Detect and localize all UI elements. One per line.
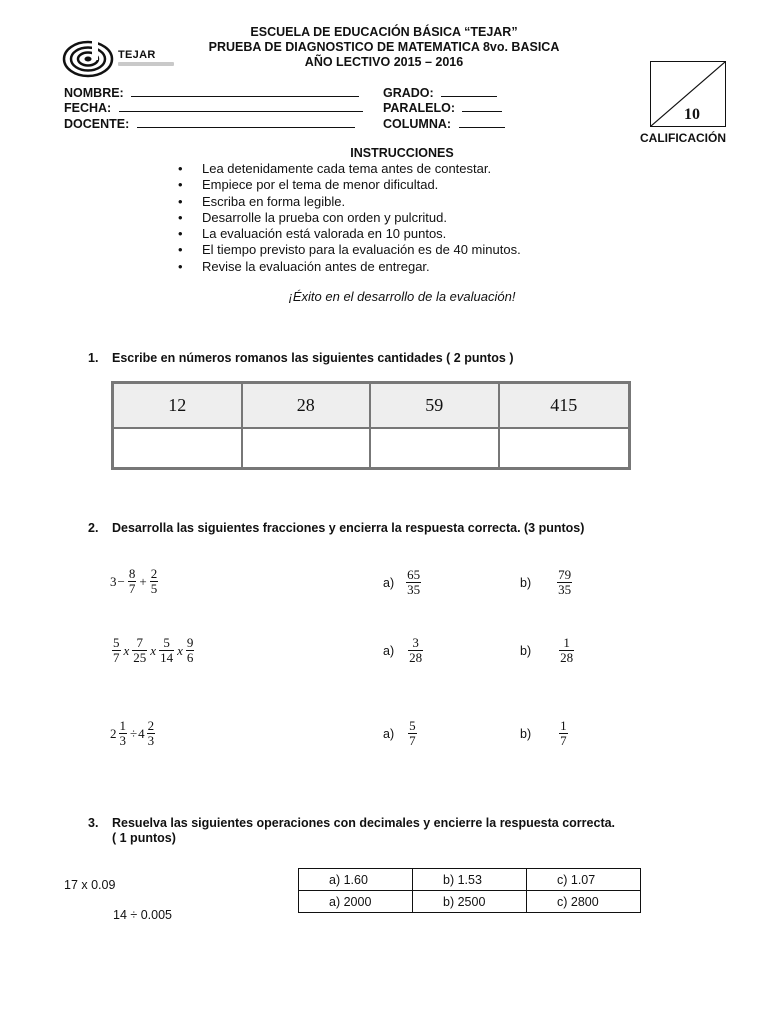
- exam-title: PRUEBA DE DIAGNOSTICO DE MATEMATICA 8vo. BASICA: [208, 40, 560, 54]
- answer-option[interactable]: c) 1.07: [527, 869, 641, 891]
- option-a[interactable]: [383, 636, 425, 665]
- school-logo: [62, 40, 182, 80]
- instruction-item: • Desarrolle la prueba con orden y pulcritud.: [176, 210, 521, 226]
- question-number: 2.: [88, 521, 99, 535]
- fraction: [112, 636, 121, 665]
- numerator: 7: [136, 635, 144, 650]
- question-text: Desarrolla las siguientes fracciones y encierra la respuesta correcta. (3 puntos): [112, 521, 585, 535]
- denominator: 25: [133, 650, 147, 665]
- option-b[interactable]: [520, 636, 576, 665]
- decimal-operation: 14 ÷ 0.005: [113, 908, 172, 922]
- fraction: [132, 636, 147, 665]
- decimal-operation: 17 x 0.09: [64, 878, 116, 892]
- section-field[interactable]: [383, 100, 502, 116]
- question-3: [88, 816, 728, 848]
- numerator: 79: [558, 567, 572, 582]
- fraction: [559, 636, 574, 665]
- numerator: 9: [186, 635, 194, 650]
- column-blank[interactable]: [459, 116, 505, 128]
- numerator: 2: [147, 718, 155, 733]
- operator: x: [150, 642, 157, 658]
- roman-value-cell: 59: [371, 384, 500, 429]
- fraction: [119, 719, 128, 748]
- table-row: [299, 891, 641, 913]
- answer-option[interactable]: b) 1.53: [413, 869, 527, 891]
- numerator: 3: [412, 635, 419, 650]
- question-number: 3.: [88, 816, 99, 830]
- fraction-expression: [110, 719, 157, 748]
- question-points: ( 1 puntos): [112, 831, 176, 845]
- numerator: 2: [150, 566, 158, 581]
- logo-subtitle-illegible: [118, 62, 174, 66]
- instructions-motto: ¡Éxito en el desarrollo de la evaluación!: [288, 289, 516, 304]
- answer-option[interactable]: c) 2800: [527, 891, 641, 913]
- question-2: [88, 521, 708, 537]
- denominator: 28: [560, 650, 574, 665]
- operator: x: [123, 642, 130, 658]
- date-blank[interactable]: [119, 100, 363, 112]
- numerator: 5: [113, 635, 120, 650]
- denominator: 35: [558, 582, 572, 597]
- option-a[interactable]: [383, 568, 423, 597]
- decimal-answers-table: [298, 868, 641, 913]
- teacher-blank[interactable]: [137, 116, 355, 128]
- question-text: Escribe en números romanos las siguientes cantidades ( 2 puntos ): [112, 351, 514, 365]
- option-label: a): [383, 575, 395, 590]
- fraction-expression: [110, 636, 196, 665]
- column-label: COLUMNA:: [383, 117, 452, 131]
- school-name: ESCUELA DE EDUCACIÓN BÁSICA “TEJAR”: [250, 25, 518, 39]
- denominator: 7: [128, 581, 136, 596]
- denominator: 7: [560, 733, 567, 748]
- name-label: NOMBRE:: [64, 86, 124, 100]
- name-field[interactable]: [64, 85, 359, 101]
- fraction: [408, 719, 417, 748]
- grade-level-field[interactable]: [383, 85, 497, 101]
- question-text: Resuelva las siguientes operaciones con decimales y encierre la respuesta correcta.: [112, 816, 616, 830]
- roman-answer-cell[interactable]: [500, 429, 629, 467]
- roman-value-cell: 415: [500, 384, 629, 429]
- grade-level-label: GRADO:: [383, 86, 434, 100]
- option-b[interactable]: [520, 719, 570, 748]
- instruction-item: • Revise la evaluación antes de entregar.: [176, 259, 521, 275]
- denominator: 35: [407, 582, 421, 597]
- roman-answer-cell[interactable]: [243, 429, 372, 467]
- fraction: [557, 568, 572, 597]
- answer-option[interactable]: a) 2000: [299, 891, 413, 913]
- denominator: 3: [119, 733, 126, 748]
- grade-level-blank[interactable]: [441, 85, 497, 97]
- fraction: [150, 567, 159, 596]
- fraction: [559, 719, 568, 748]
- operator: ÷: [130, 725, 138, 741]
- logo-mark-icon: [62, 40, 114, 78]
- denominator: 14: [160, 650, 174, 665]
- instructions-title: INSTRUCCIONES: [350, 146, 454, 160]
- option-label: a): [383, 643, 395, 658]
- numerator: 1: [119, 718, 126, 733]
- date-field[interactable]: [64, 100, 363, 116]
- numerator: 65: [407, 567, 421, 582]
- instruction-item: • Empiece por el tema de menor dificultad.: [176, 177, 521, 193]
- operator: x: [177, 642, 183, 658]
- column-field[interactable]: [383, 116, 505, 132]
- denominator: 7: [409, 733, 416, 748]
- fraction: [147, 719, 156, 748]
- roman-answer-cell[interactable]: [371, 429, 500, 467]
- question-1: [88, 351, 688, 367]
- whole-number: 3: [110, 573, 117, 589]
- whole-number: 2: [110, 725, 117, 741]
- question-number: 1.: [88, 351, 99, 365]
- instructions-list: [176, 161, 521, 275]
- fraction: [408, 636, 423, 665]
- denominator: 3: [147, 733, 155, 748]
- numerator: 5: [409, 718, 416, 733]
- section-label: PARALELO:: [383, 101, 455, 115]
- option-b[interactable]: [520, 568, 574, 597]
- roman-value-cell: 28: [243, 384, 372, 429]
- answer-option[interactable]: a) 1.60: [299, 869, 413, 891]
- teacher-field[interactable]: [64, 116, 355, 132]
- grade-label: CALIFICACIÓN: [640, 131, 726, 145]
- grade-box[interactable]: [650, 61, 726, 127]
- table-row: [299, 869, 641, 891]
- fraction: [186, 636, 195, 665]
- instruction-item: • El tiempo previsto para la evaluación es de 40 minutos.: [176, 242, 521, 258]
- roman-numerals-table: [111, 381, 631, 470]
- numerator: 8: [128, 566, 136, 581]
- denominator: 28: [409, 650, 423, 665]
- option-label: b): [520, 643, 532, 658]
- option-label: b): [520, 726, 532, 741]
- date-label: FECHA:: [64, 101, 112, 115]
- numerator: 1: [560, 718, 567, 733]
- whole-number: 4: [138, 725, 145, 741]
- roman-answer-cell[interactable]: [114, 429, 243, 467]
- grade-total: 10: [684, 106, 700, 123]
- fraction: [128, 567, 137, 596]
- option-label: a): [383, 726, 395, 741]
- operator: −: [117, 573, 125, 589]
- numerator: 5: [163, 635, 170, 650]
- section-blank[interactable]: [462, 100, 502, 112]
- name-blank[interactable]: [131, 85, 359, 97]
- school-year: AÑO LECTIVO 2015 – 2016: [304, 55, 464, 69]
- denominator: 5: [150, 581, 158, 596]
- denominator: 7: [113, 650, 120, 665]
- logo-name: TEJAR: [118, 49, 156, 61]
- option-label: b): [520, 575, 532, 590]
- instruction-item: • Escriba en forma legible.: [176, 194, 521, 210]
- fraction: [159, 636, 174, 665]
- operator: +: [139, 573, 147, 589]
- teacher-label: DOCENTE:: [64, 117, 130, 131]
- instruction-item: • Lea detenidamente cada tema antes de contestar.: [176, 161, 521, 177]
- numerator: 1: [563, 635, 570, 650]
- denominator: 6: [186, 650, 194, 665]
- option-a[interactable]: [383, 719, 419, 748]
- roman-value-cell: 12: [114, 384, 243, 429]
- instruction-item: • La evaluación está valorada en 10 puntos.: [176, 226, 521, 242]
- fraction: [406, 568, 421, 597]
- answer-option[interactable]: b) 2500: [413, 891, 527, 913]
- fraction-expression: [110, 567, 160, 596]
